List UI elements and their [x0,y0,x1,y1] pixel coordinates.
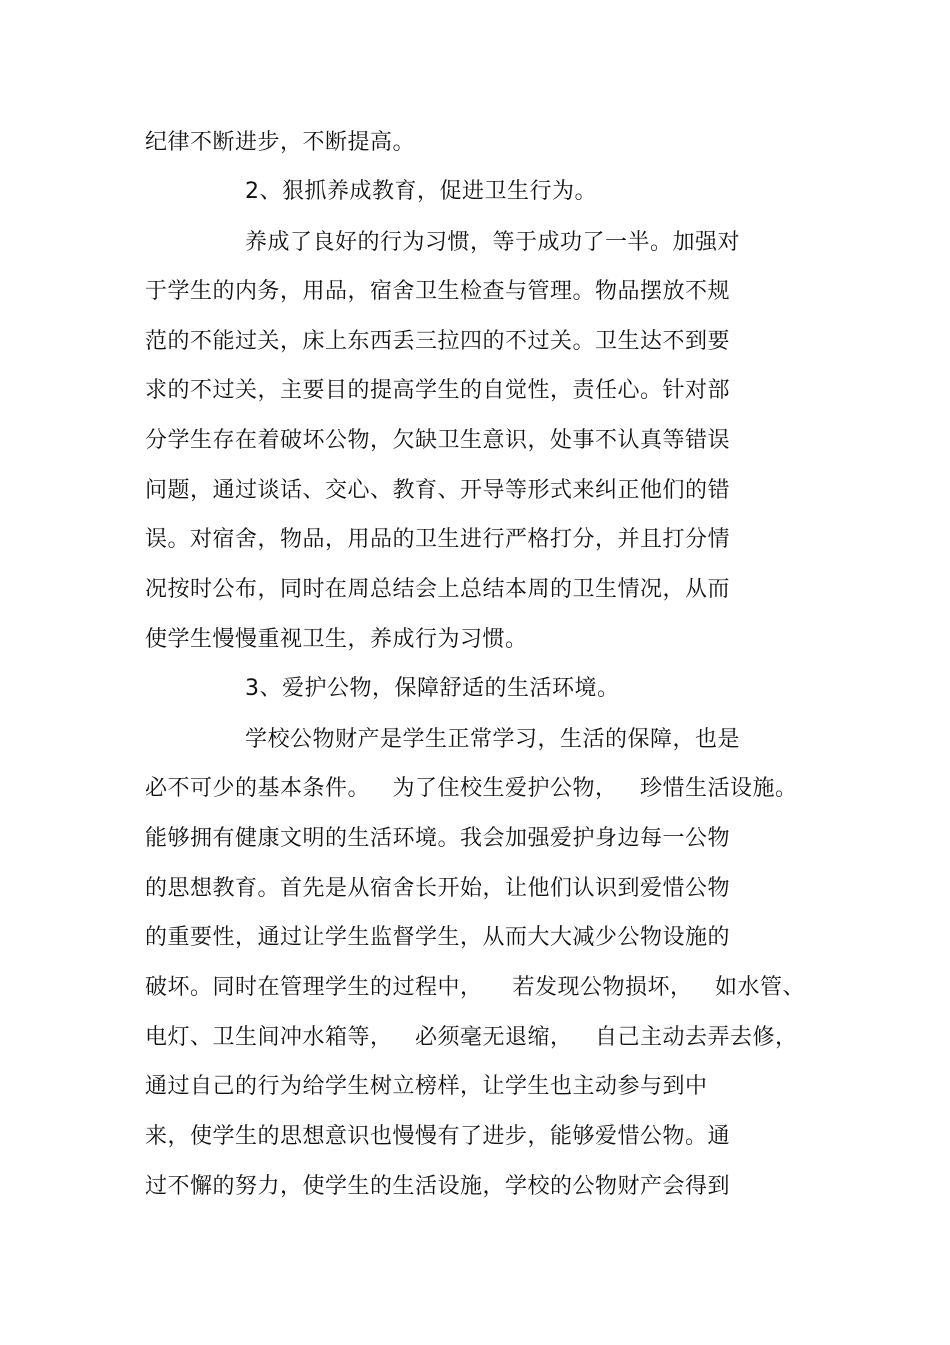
text-line: 学校公物财产是学生正常学习，生活的保障，也是 [245,727,741,752]
text-line: 能够拥有健康文明的生活环境。我会加强爱护身边每一公物 [145,826,731,851]
text-line: 况按时公布，同时在周总结会上总结本周的卫生情况，从而 [145,577,731,602]
text-line: 于学生的内务，用品，宿舍卫生检查与管理。物品摆放不规 [145,279,731,304]
text-line: 过不懈的努力，使学生的生活设施，学校的公物财产会得到 [145,1174,731,1199]
text-line: 破坏。同时在管理学生的过程中， 若发现公物损坏， 如水管、 [145,975,805,1000]
text-line: 的重要性，通过让学生监督学生，从而大大减少公物设施的 [145,925,731,950]
text-line: 通过自己的行为给学生树立榜样，让学生也主动参与到中 [145,1074,708,1099]
text-line: 求的不过关，主要目的提高学生的自觉性，责任心。针对部 [145,378,731,403]
text-line: 误。对宿舍，物品，用品的卫生进行严格打分，并且打分情 [145,527,731,552]
text-line: 来，使学生的思想意识也慢慢有了进步，能够爱惜公物。通 [145,1124,731,1149]
text-line: 纪律不断进步，不断提高。 [145,130,416,155]
text-line: 分学生存在着破坏公物，欠缺卫生意识，处事不认真等错误 [145,428,731,453]
text-line: 问题，通过谈话、交心、教育、开导等形式来纠正他们的错 [145,478,731,503]
text-line: 使学生慢慢重视卫生，养成行为习惯。 [145,627,528,652]
text-line: 的思想教育。首先是从宿舍长开始，让他们认识到爱惜公物 [145,876,731,901]
text-line: 电灯、卫生间冲水箱等， 必须毫无退缩， 自己主动去弄去修， [145,1025,798,1050]
section-heading: 3、爱护公物，保障舒适的生活环境。 [245,676,620,701]
section-heading: 2、狠抓养成教育，促进卫生行为。 [245,179,597,204]
text-line: 必不可少的基本条件。 为了住校生爱护公物， 珍惜生活设施。 [145,776,798,801]
text-line: 范的不能过关，床上东西丢三拉四的不过关。卫生达不到要 [145,329,731,354]
text-line: 养成了良好的行为习惯，等于成功了一半。加强对 [245,230,741,255]
